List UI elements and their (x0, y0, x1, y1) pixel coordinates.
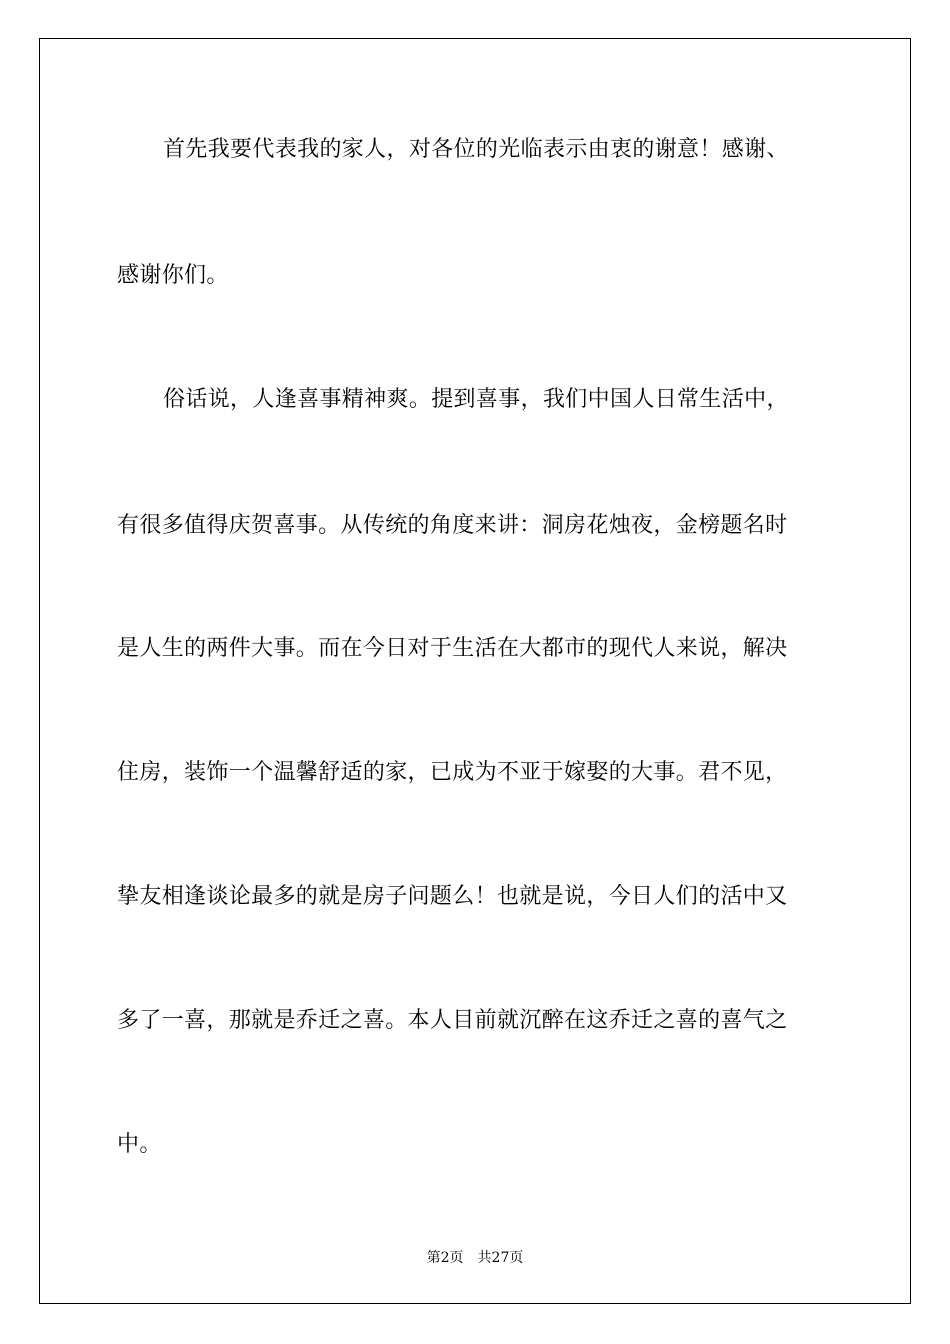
paragraph-line: 中。 (117, 1132, 162, 1157)
page-footer (0, 1249, 950, 1267)
paragraph-line: 有很多值得庆贺喜事。从传统的角度来讲：洞房花烛夜，金榜题名时 (117, 513, 788, 538)
page-total: 共27页 (477, 1250, 524, 1266)
paragraph-line: 首先我要代表我的家人，对各位的光临表示由衷的谢意！感谢、 (163, 137, 789, 162)
paragraph-line: 感谢你们。 (117, 263, 229, 288)
paragraph-line: 俗话说，人逢喜事精神爽。提到喜事，我们中国人日常生活中， (163, 387, 789, 412)
paragraph-line: 住房，装饰一个温馨舒适的家，已成为不亚于嫁娶的大事。君不见， (117, 760, 788, 785)
paragraph-line: 是人生的两件大事。而在今日对于生活在大都市的现代人来说，解决 (117, 636, 788, 661)
paragraph-line: 多了一喜，那就是乔迁之喜。本人目前就沉醉在这乔迁之喜的喜气之 (117, 1008, 788, 1033)
page-number: 第2页 (426, 1250, 464, 1266)
paragraph-line: 挚友相逢谈论最多的就是房子问题么！也就是说，今日人们的活中又 (117, 884, 788, 909)
page-frame (39, 38, 911, 1304)
